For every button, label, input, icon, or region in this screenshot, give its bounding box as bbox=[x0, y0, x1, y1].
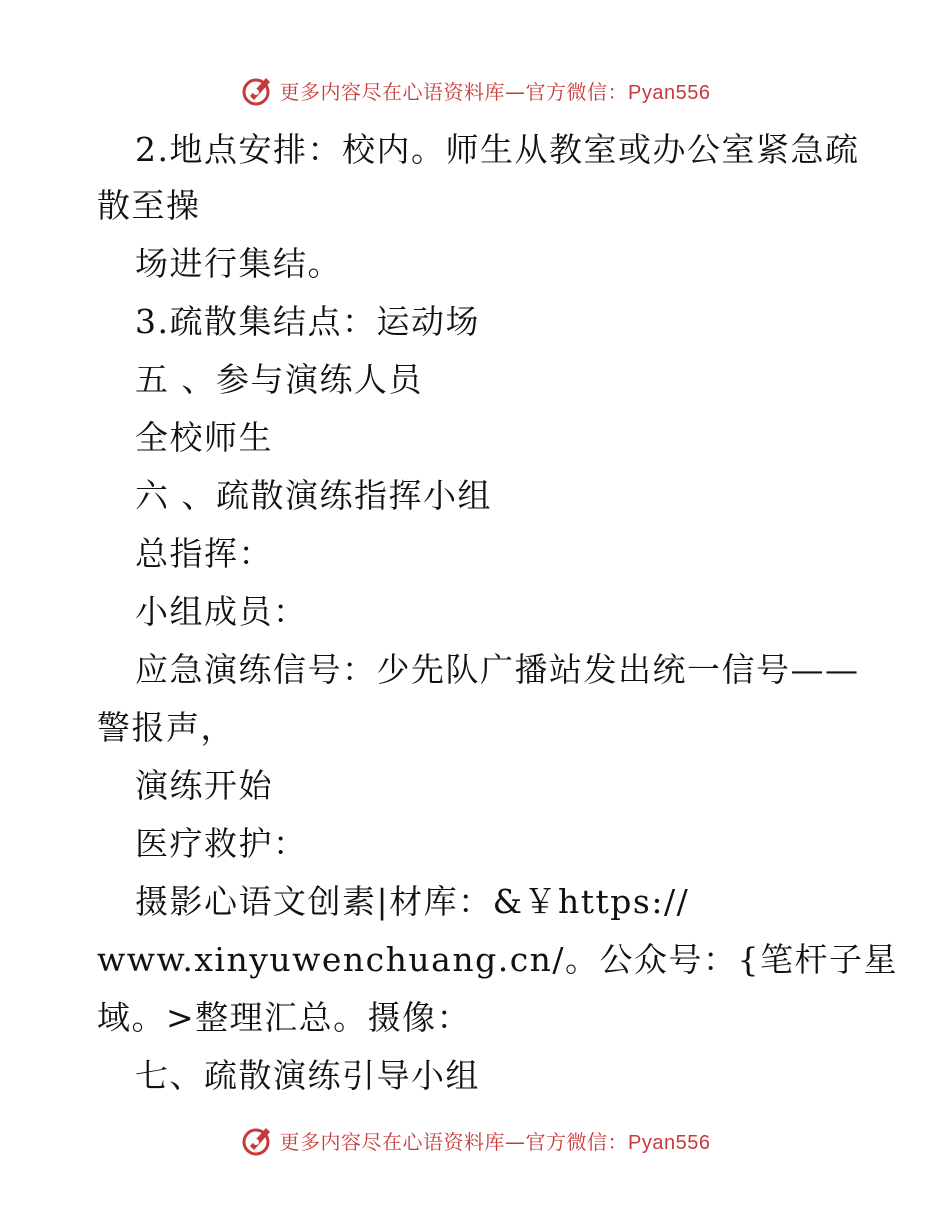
section-heading: 五 、参与演练人员 bbox=[135, 360, 423, 399]
text-line: 小组成员： bbox=[135, 592, 308, 631]
text-line: 演练开始 bbox=[135, 766, 273, 805]
text-line: 散至操 bbox=[97, 186, 201, 225]
text-line: 域。>整理汇总。摄像： bbox=[97, 998, 472, 1037]
text-line: 全校师生 bbox=[135, 418, 273, 457]
section-heading: 六 、疏散演练指挥小组 bbox=[135, 476, 492, 515]
footer-banner bbox=[0, 1120, 950, 1160]
header-banner bbox=[0, 70, 950, 110]
pen-logo-icon bbox=[240, 1122, 276, 1158]
text-line: 场进行集结。 bbox=[135, 244, 342, 283]
pen-logo-icon bbox=[240, 72, 276, 108]
banner-title: 更多内容尽在心语资料库 bbox=[279, 1129, 506, 1154]
text-line: 2.地点安排：校内。师生从教室或办公室紧急疏 bbox=[135, 130, 860, 169]
text-line: 3.疏散集结点：运动场 bbox=[135, 302, 480, 341]
banner-title: 更多内容尽在心语资料库 bbox=[279, 79, 506, 104]
banner-text bbox=[280, 76, 711, 105]
banner-contact: 官方微信：Pyan556 bbox=[525, 1131, 711, 1154]
banner-contact: 官方微信：Pyan556 bbox=[525, 81, 711, 104]
banner-text bbox=[280, 1126, 711, 1155]
text-line: 医疗救护： bbox=[135, 824, 308, 863]
text-line: 总指挥： bbox=[135, 534, 273, 573]
text-line: 摄影心语文创素|材库：&￥https:// bbox=[135, 882, 690, 921]
text-line: 应急演练信号：少先队广播站发出统一信号—— bbox=[135, 650, 860, 689]
banner-dash: — bbox=[505, 79, 526, 104]
text-line: www.xinyuwenchuang.cn/。公众号：{笔杆子星 bbox=[97, 940, 899, 979]
section-heading: 七、疏散演练引导小组 bbox=[135, 1056, 480, 1095]
banner-dash: — bbox=[505, 1129, 526, 1154]
text-line: 警报声， bbox=[97, 708, 235, 747]
